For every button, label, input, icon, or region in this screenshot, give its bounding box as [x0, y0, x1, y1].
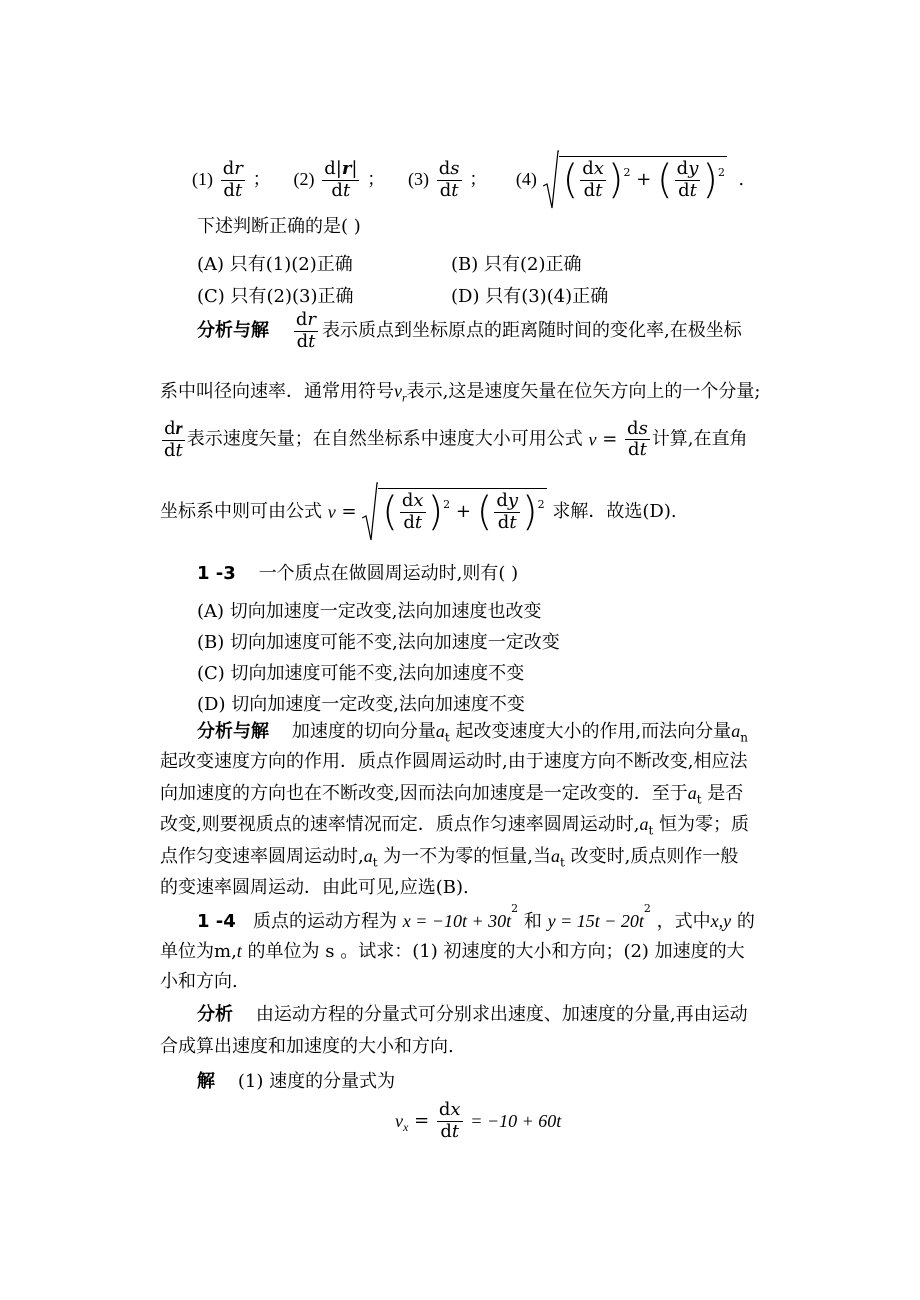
- q3-prompt-line: 1 -3 一个质点在做圆周运动时,则有( ): [197, 563, 519, 584]
- analysis-label: 分析与解: [197, 721, 269, 742]
- analysis-label: 分析与解: [197, 320, 269, 342]
- speed-formula: ( $\frac{dx}{dt}$ )$^2$ + ( $\frac{dy}{dt}$ )$^2$: [362, 482, 546, 542]
- q3-analysis-line-2: 起改变速度方向的作用．质点作圆周运动时,由于速度方向不断改变,相应法: [160, 751, 748, 772]
- q2-option-c: (C) 只有(2)(3)正确: [197, 286, 354, 307]
- q4-line-3: 小和方向.: [160, 971, 238, 992]
- q2-option-a: (A) 只有(1)(2)正确: [197, 254, 353, 275]
- q2-prompt: 下述判断正确的是( ): [197, 216, 361, 237]
- velocity-x-equation: $v_x$ = $\frac{dx}{dt}$ = −10 + 60t: [395, 1099, 562, 1142]
- q3-analysis-line-3: 向加速度的方向也在不断改变,因而法向加速度是一定改变的．至于$a_t$ 是否: [160, 783, 744, 807]
- formula-4-label: (4): [515, 169, 537, 189]
- analysis-label: 分析: [197, 1004, 233, 1025]
- q3-option-d: (D) 切向加速度一定改变,法向加速度不变: [197, 694, 525, 715]
- q3-option-b: (B) 切向加速度可能不变,法向加速度一定改变: [197, 632, 560, 653]
- formula-2-label: (2): [293, 169, 315, 189]
- radical-sign: [362, 482, 378, 542]
- q4-analysis-line-2: 合成算出速度和加速度的大小和方向.: [160, 1036, 454, 1057]
- q3-analysis-line-1: 分析与解 加速度的切向分量$a_t$ 起改变速度大小的作用,而法向分量$a_n$: [197, 721, 748, 745]
- formula-1-label: (1): [192, 169, 213, 189]
- formula-2: $\frac{d|r|}{dt}$: [324, 157, 358, 201]
- solution-label: 解: [197, 1071, 215, 1092]
- q3-analysis-line-5: 点作匀变速率圆周运动时$,a_t$ 为一不为零的恒量,当$a_t$ 改变时,质点则作一般: [160, 846, 739, 870]
- q4-solution-line-1: 解 (1) 速度的分量式为: [197, 1071, 396, 1092]
- q3-analysis-line-4: 改变,则要视质点的速率情况而定．质点作匀速率圆周运动时$,a_t$ 恒为零；质: [160, 814, 750, 838]
- question-number: 1 -4: [197, 911, 236, 932]
- formula-1: $\frac{dr}{dt}$: [222, 157, 243, 201]
- question-number: 1 -3: [197, 563, 236, 584]
- radical-sign: [543, 150, 559, 210]
- q2-analysis-line-2: 系中叫径向速率．通常用符号$v_r$表示,这是速度矢量在位矢方向上的一个分量;: [160, 381, 761, 405]
- q4-analysis-line-1: 分析 由运动方程的分量式可分别求出速度、加速度的分量,再由运动: [197, 1004, 748, 1025]
- formula-3-label: (3): [408, 169, 430, 189]
- q4-line-2: 单位为m,t 的单位为 s 。试求：(1) 初速度的大小和方向；(2) 加速度的大: [160, 941, 745, 962]
- q3-option-c: (C) 切向加速度可能不变,法向加速度不变: [197, 663, 525, 684]
- q2-analysis-line-1: 分析与解 $\frac{dr}{dt}$ 表示质点到坐标原点的距离随时间的变化率,在极坐标: [197, 309, 742, 352]
- q2-analysis-line-4: 坐标系中则可由公式 v = ( $\frac{dx}{dt}$ )$^2$ + ( $\frac{dy}{dt}$ )$^2$ 求解．故选(D).: [160, 482, 677, 542]
- formula-3: $\frac{ds}{dt}$: [438, 157, 460, 201]
- formula-4: ( $\frac{dx}{dt}$ )$^2$ + ( $\frac{dy}{dt}$ )$^2$: [543, 150, 727, 210]
- formula-row: (1) $\frac{dr}{dt}$ ； (2) $\frac{d|r|}{dt}$ ； (3) $\frac{ds}{dt}$ ； (4) ( $\frac{dx}{dt}$ )$^2$ + ( $\frac{dy}{dt}$ )$^2$ .: [192, 150, 744, 200]
- q3-analysis-line-6: 的变速率圆周运动．由此可见,应选(B).: [160, 877, 469, 898]
- q2-analysis-line-3: $\frac{dr}{dt}$ 表示速度矢量；在自然坐标系中速度大小可用公式 v = $\frac{ds}{dt}$ 计算,在直角: [164, 417, 748, 461]
- q2-option-d: (D) 只有(3)(4)正确: [451, 286, 609, 307]
- q4-line-1: 1 -4 质点的运动方程为 $x = -10t + 30t^2$ 和 $y = 15t - 20t^2$ ，式中x,y 的: [197, 902, 755, 932]
- q2-option-b: (B) 只有(2)正确: [451, 254, 582, 275]
- q3-option-a: (A) 切向加速度一定改变,法向加速度也改变: [197, 601, 542, 622]
